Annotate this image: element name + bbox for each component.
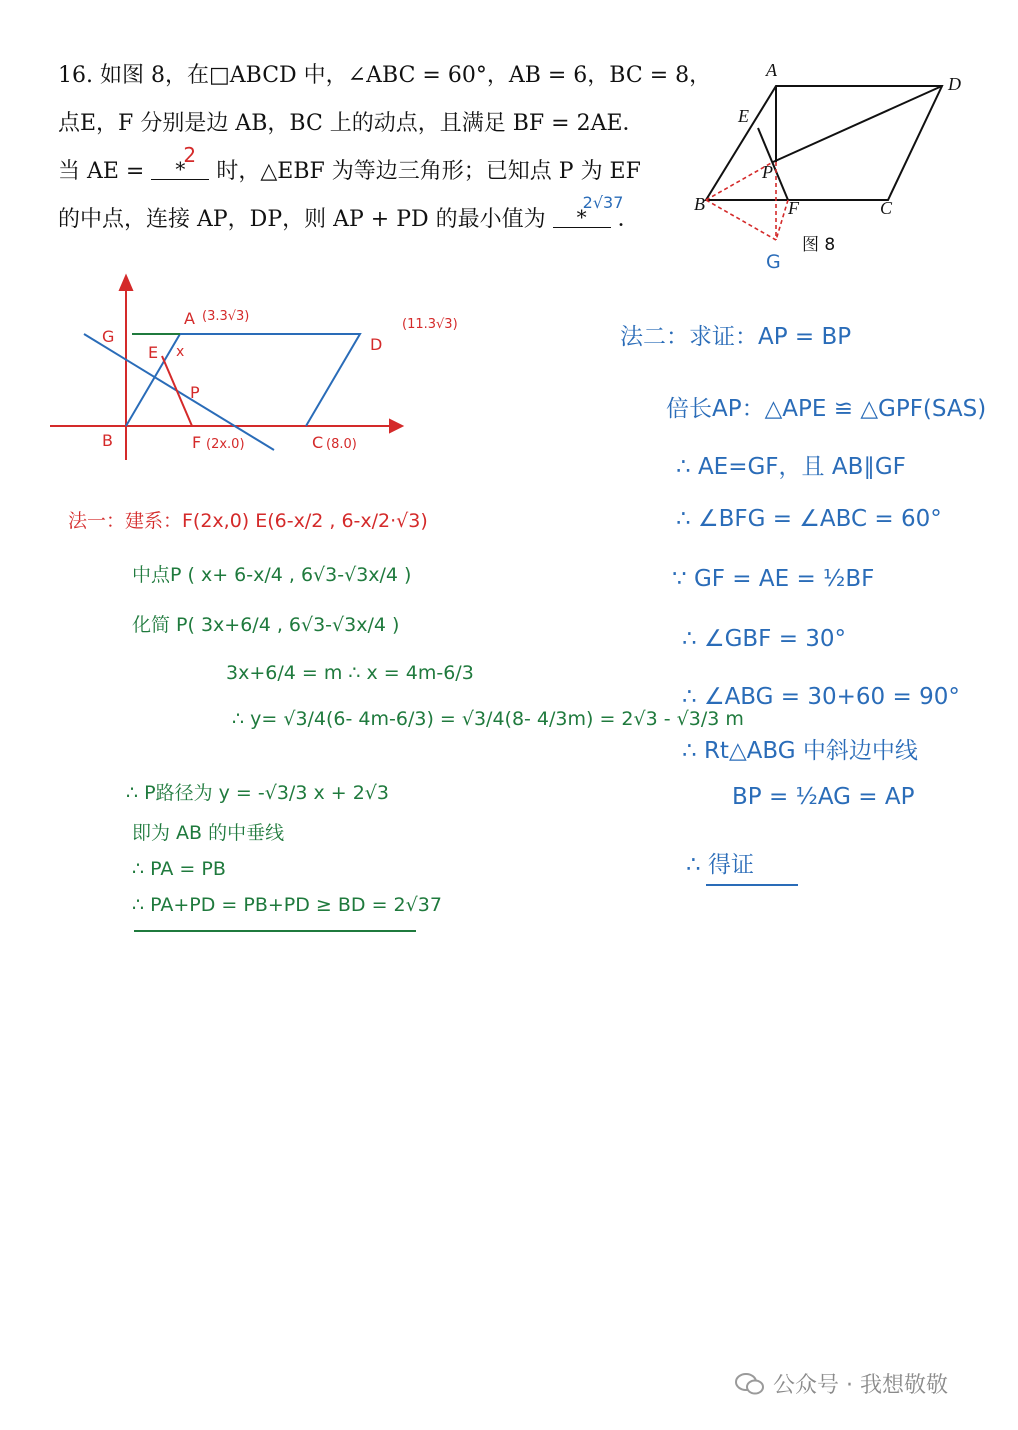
method2-line-5: ∵ GF = AE = ½BF bbox=[672, 566, 875, 592]
method1-line-3: 化简 P( 3x+6/4 , 6√3-√3x/4 ) bbox=[132, 614, 400, 636]
method2-line-8: ∴ Rt△ABG 中斜边中线 bbox=[682, 738, 918, 764]
method2-line-2: 倍长AP：△APE ≌ △GPF(SAS) bbox=[666, 396, 987, 422]
coordinate-sketch bbox=[40, 270, 470, 470]
sketch-label-x: x bbox=[176, 344, 185, 360]
method1-line-1: 法一：建系：F(2x,0) E(6-x/2 , 6-x/2·√3) bbox=[68, 510, 428, 532]
watermark-text: 公众号 · 我想敬敬 bbox=[773, 1373, 948, 1398]
sketch-coord-a: (3.3√3) bbox=[202, 309, 250, 324]
method2-line-1: 法二：求证：AP = BP bbox=[620, 324, 852, 350]
method1-line-2: 中点P ( x+ 6-x/4 , 6√3-√3x/4 ) bbox=[132, 564, 412, 586]
method2-line-10: ∴ 得证 bbox=[686, 852, 754, 878]
sketch-segment-ef bbox=[162, 356, 192, 426]
sketch-label-b: B bbox=[102, 431, 113, 450]
label-e: E bbox=[738, 106, 749, 126]
label-g: G bbox=[766, 251, 781, 273]
label-c: C bbox=[880, 198, 893, 218]
problem-statement bbox=[58, 52, 712, 244]
sketch-label-g: G bbox=[102, 327, 115, 346]
dashed-fg bbox=[776, 200, 788, 240]
method2-line-3: ∴ AE=GF，且 AB∥GF bbox=[676, 454, 906, 480]
method1-line-6: ∴ P路径为 y = -√3/3 x + 2√3 bbox=[126, 782, 389, 804]
handwritten-answer-2: 2√37 bbox=[582, 193, 624, 212]
method2-line-4: ∴ ∠BFG = ∠ABC = 60° bbox=[676, 506, 942, 532]
figure-caption: 图 8 bbox=[802, 235, 836, 255]
sketch-label-e: E bbox=[148, 343, 159, 362]
sketch-coord-d: (11.3√3) bbox=[402, 317, 458, 332]
problem-line-1: 16. 如图 8，在□ABCD 中，∠ABC = 60°，AB = 6，BC = 8， bbox=[58, 63, 712, 88]
dashed-bg bbox=[706, 200, 776, 240]
label-b: B bbox=[694, 194, 705, 214]
method2-line-9: BP = ½AG = AP bbox=[732, 784, 915, 810]
method2-line-6: ∴ ∠GBF = 30° bbox=[682, 626, 847, 652]
sketch-coord-f: (2x.0) bbox=[206, 437, 245, 452]
x-axis-arrow bbox=[390, 420, 402, 432]
method1-line-7: 即为 AB 的中垂线 bbox=[132, 822, 285, 844]
wechat-icon bbox=[735, 1372, 765, 1396]
method2-line-7: ∴ ∠ABG = 30+60 = 90° bbox=[682, 684, 960, 710]
sketch-label-f: F bbox=[192, 433, 202, 452]
y-axis-arrow bbox=[120, 276, 132, 290]
label-f: F bbox=[788, 198, 799, 218]
label-p: P bbox=[762, 162, 773, 182]
answer-blank-2: * 2√37 bbox=[553, 201, 611, 228]
sketch-label-c: C bbox=[312, 433, 324, 452]
sketch-label-d: D bbox=[370, 335, 383, 354]
problem-line-2: 点E，F 分别是边 AB，BC 上的动点，且满足 BF = 2AE． bbox=[58, 111, 645, 136]
method1-line-4: 3x+6/4 = m ∴ x = 4m-6/3 bbox=[226, 662, 474, 684]
label-d: D bbox=[948, 74, 961, 94]
segment-pd bbox=[773, 86, 942, 162]
method1-underline bbox=[134, 930, 416, 932]
method2-underline bbox=[706, 884, 798, 886]
sketch-label-a: A bbox=[184, 309, 195, 328]
sketch-label-p: P bbox=[190, 383, 200, 402]
method1-line-9: ∴ PA+PD = PB+PD ≥ BD = 2√37 bbox=[132, 894, 442, 916]
sketch-coord-c: (8.0) bbox=[326, 437, 357, 452]
method1-line-5: ∴ y= √3/4(6- 4m-6/3) = √3/4(8- 4/3m) = 2√3 - √3/3 m bbox=[232, 708, 744, 730]
problem-line-4: 的中点，连接 AP，DP，则 AP + PD 的最小值为 * 2√37 ． bbox=[58, 196, 688, 244]
answer-blank-1: * 2 bbox=[151, 153, 209, 180]
figure-8-parallelogram bbox=[690, 50, 990, 280]
handwritten-answer-1: 2 bbox=[183, 143, 197, 167]
label-a: A bbox=[766, 60, 777, 80]
parallelogram-abcd bbox=[706, 86, 942, 200]
problem-line-3: 当 AE = * 2 时，△EBF 为等边三角形；已知点 P 为 EF bbox=[58, 148, 688, 196]
watermark bbox=[735, 1368, 948, 1399]
method1-line-8: ∴ PA = PB bbox=[132, 858, 226, 880]
